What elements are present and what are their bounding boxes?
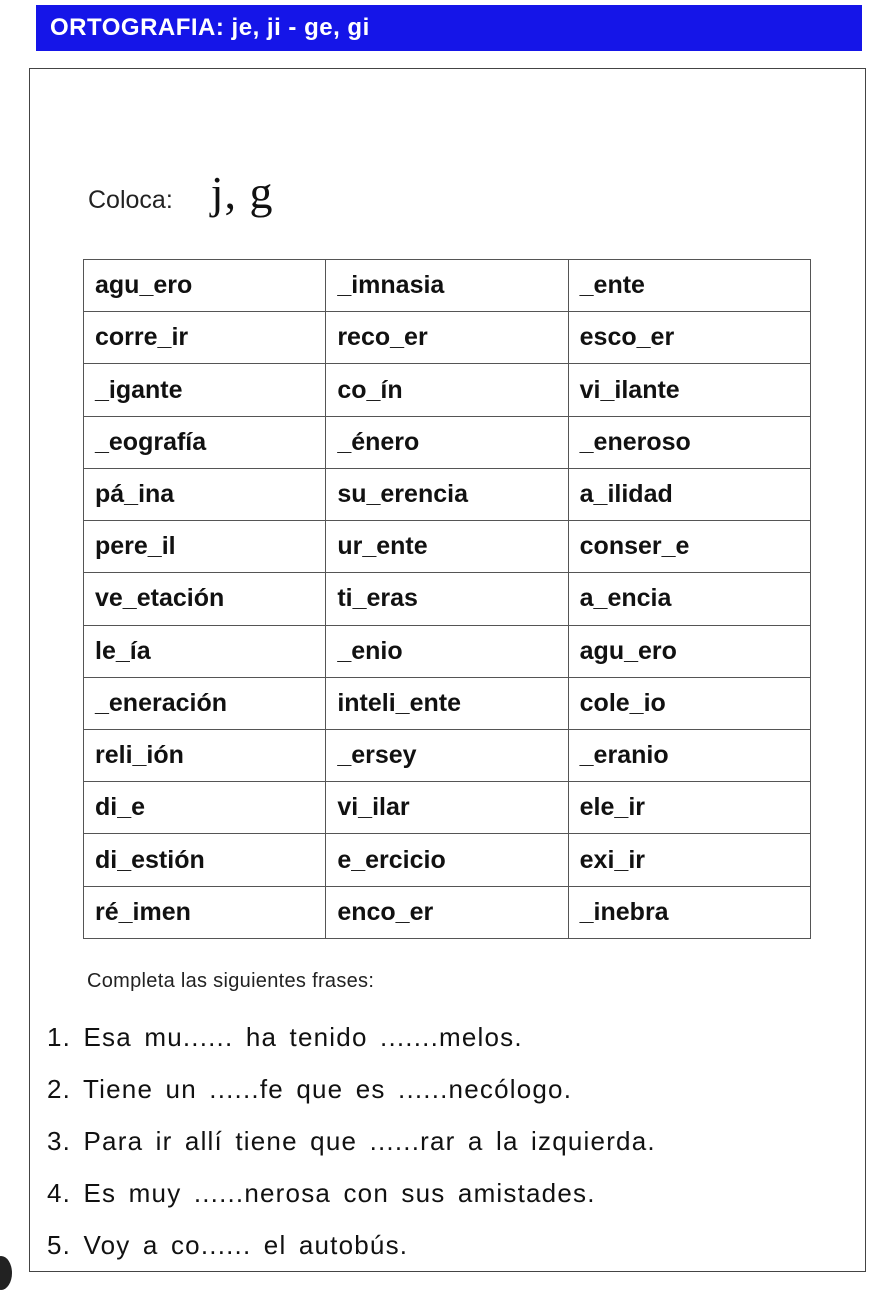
table-row <box>84 729 811 781</box>
word-cell[interactable]: a_ilidad <box>568 468 810 520</box>
table-row <box>84 416 811 468</box>
word-cell[interactable]: ur_ente <box>326 521 568 573</box>
word-cell[interactable]: _eografía <box>84 416 326 468</box>
word-cell[interactable]: _énero <box>326 416 568 468</box>
word-cell[interactable]: pere_il <box>84 521 326 573</box>
table-row <box>84 677 811 729</box>
word-cell[interactable]: le_ía <box>84 625 326 677</box>
word-cell[interactable]: _eranio <box>568 729 810 781</box>
word-cell[interactable]: _eneroso <box>568 416 810 468</box>
word-cell[interactable]: agu_ero <box>568 625 810 677</box>
word-cell[interactable]: cole_io <box>568 677 810 729</box>
corner-shape <box>0 1256 12 1290</box>
word-cell[interactable]: inteli_ente <box>326 677 568 729</box>
table-row <box>84 468 811 520</box>
word-cell[interactable]: e_ercicio <box>326 834 568 886</box>
sentence-list <box>47 1022 656 1282</box>
word-cell[interactable]: conser_e <box>568 521 810 573</box>
table-row <box>84 782 811 834</box>
word-cell[interactable]: _ersey <box>326 729 568 781</box>
sentence-item: 5. Voy a co...... el autobús. <box>47 1230 409 1260</box>
table-row <box>84 364 811 416</box>
table-row <box>84 312 811 364</box>
word-cell[interactable]: ve_etación <box>84 573 326 625</box>
word-cell[interactable]: _ente <box>568 260 810 312</box>
word-cell[interactable]: agu_ero <box>84 260 326 312</box>
table-row <box>84 573 811 625</box>
title-banner <box>36 5 862 51</box>
word-cell[interactable]: exi_ir <box>568 834 810 886</box>
table-row <box>84 521 811 573</box>
word-cell[interactable]: a_encia <box>568 573 810 625</box>
word-cell[interactable]: corre_ir <box>84 312 326 364</box>
word-cell[interactable]: di_estión <box>84 834 326 886</box>
word-cell[interactable]: _imnasia <box>326 260 568 312</box>
word-cell[interactable]: _enio <box>326 625 568 677</box>
word-cell[interactable]: _igante <box>84 364 326 416</box>
table-row <box>84 886 811 938</box>
worksheet-title: ORTOGRAFIA: je, ji - ge, gi <box>50 14 370 41</box>
instruction-label: Coloca: <box>88 186 173 214</box>
word-cell[interactable]: enco_er <box>326 886 568 938</box>
word-cell[interactable]: ele_ir <box>568 782 810 834</box>
word-cell[interactable]: reco_er <box>326 312 568 364</box>
word-cell[interactable]: reli_ión <box>84 729 326 781</box>
word-cell[interactable]: _eneración <box>84 677 326 729</box>
instruction <box>88 166 274 219</box>
complete-sentences-label: Completa las siguientes frases: <box>87 970 375 992</box>
sentence-item: 3. Para ir allí tiene que ......rar a la izquierda. <box>47 1126 656 1156</box>
sentence-item: 2. Tiene un ......fe que es ......necólogo. <box>47 1074 573 1104</box>
word-cell[interactable]: vi_ilar <box>326 782 568 834</box>
word-grid <box>83 259 811 939</box>
word-cell[interactable]: co_ín <box>326 364 568 416</box>
table-row <box>84 625 811 677</box>
word-cell[interactable]: su_erencia <box>326 468 568 520</box>
table-row <box>84 260 811 312</box>
sentence-item: 4. Es muy ......nerosa con sus amistades. <box>47 1178 596 1208</box>
word-cell[interactable]: ré_imen <box>84 886 326 938</box>
word-cell[interactable]: _inebra <box>568 886 810 938</box>
word-cell[interactable]: esco_er <box>568 312 810 364</box>
table-row <box>84 834 811 886</box>
instruction-letters: j, g <box>210 167 274 218</box>
word-cell[interactable]: vi_ilante <box>568 364 810 416</box>
word-cell[interactable]: di_e <box>84 782 326 834</box>
word-cell[interactable]: pá_ina <box>84 468 326 520</box>
word-grid-body <box>84 260 811 939</box>
sentence-item: 1. Esa mu...... ha tenido .......melos. <box>47 1022 523 1052</box>
word-cell[interactable]: ti_eras <box>326 573 568 625</box>
